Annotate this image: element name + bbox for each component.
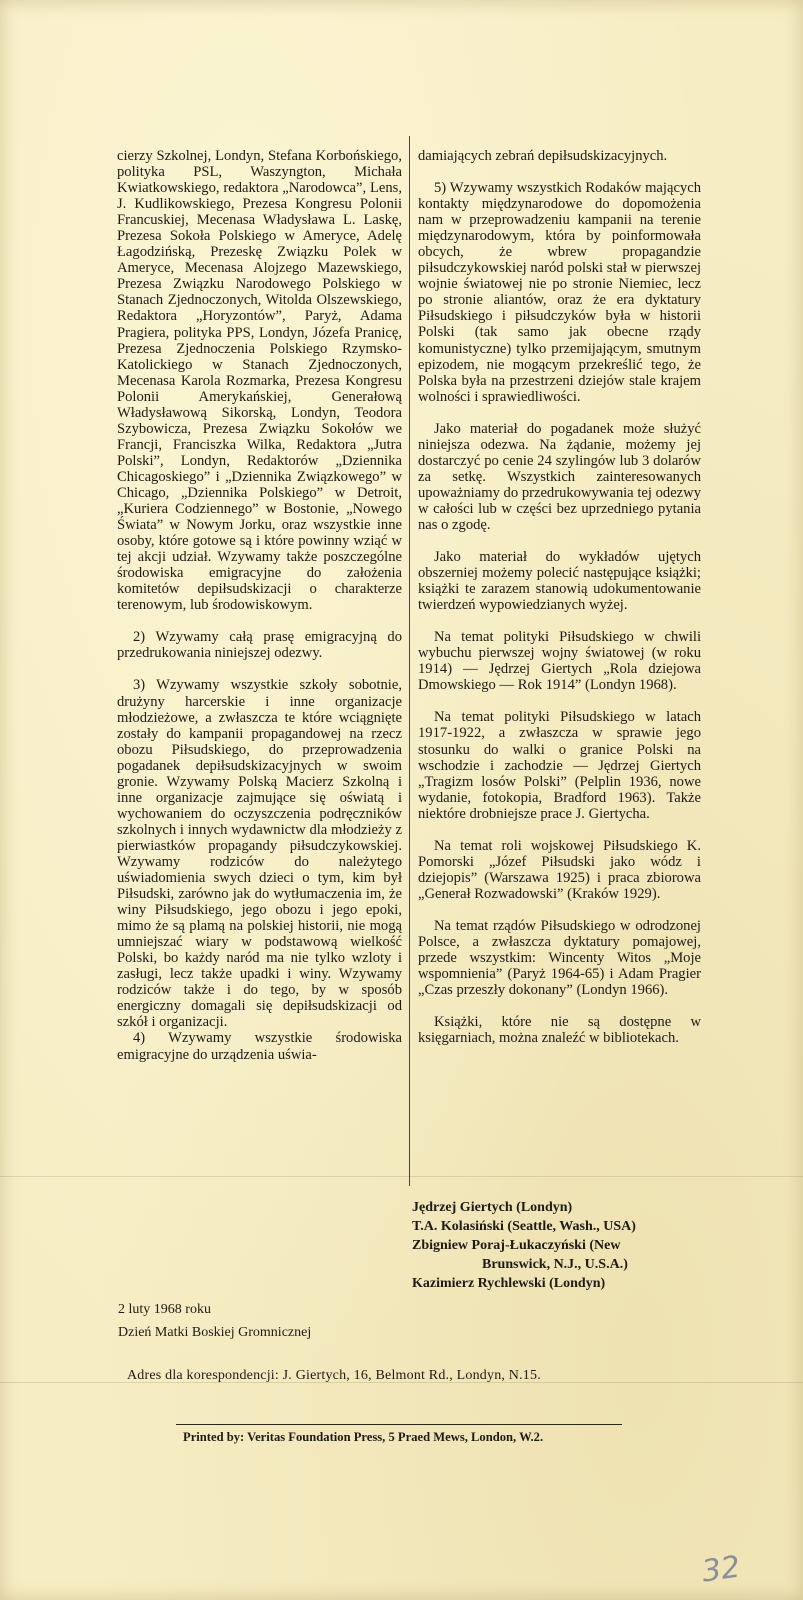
paragraph: Na temat polityki Piłsudskiego w latach 1917-1922, a zwłaszcza w sprawie jego stosunku do walki o granice Polski na wschodzie i zachodzie — Jędrzej Giertych „Tragizm losów Polski” (Pelplin 1936, nowe wydanie, fotokopia, Bradford 1963). Także niektóre drobniejsze prace J. Giertycha.	[418, 709, 701, 822]
right-column	[418, 148, 701, 1046]
paragraph: Na temat polityki Piłsudskiego w chwili wybuchu pierwszej wojny światowej (w roku 1914) — Jędrzej Giertych „Rola dziejowa Dmowskiego — Rok 1914” (Londyn 1968).	[418, 629, 701, 694]
paragraph: Na temat rządów Piłsudskiego w odrodzonej Polsce, a zwłaszcza dyktatury pomajowej, przede wszystkim: Wincenty Witos „Moje wspomnienia” (Paryż 1964-65) i Adam Pragier „Czas przeszły dokonany” (Londyn 1966).	[418, 917, 701, 999]
paragraph: Jako materiał do pogadanek może służyć niniejsza odezwa. Na żądanie, możemy jej dostarczyć po cenie 24 szylingów lub 3 dolarów za setkę. Wszystkich zainteresowanych upoważniamy do przedrukowywania tej odezwy w całości lub w części bez uprzedniego pytania nas o zgodę.	[418, 420, 701, 533]
footer-rule	[176, 1424, 622, 1425]
signatures	[412, 1198, 702, 1293]
handwritten-page-number: 32	[699, 1549, 743, 1590]
paragraph: Książki, które nie są dostępne w księgarniach, można znaleźć w bibliotekach.	[418, 1014, 701, 1047]
signature-line: Brunswick, N.J., U.S.A.)	[482, 1257, 628, 1272]
signature-line: Jędrzej Giertych (Londyn)	[412, 1200, 573, 1215]
printer-imprint: Printed by: Veritas Foundation Press, 5 Praed Mews, London, W.2.	[183, 1430, 544, 1444]
correspondence-address: Adres dla korespondencji: J. Giertych, 16, Belmont Rd., Londyn, N.15.	[127, 1368, 541, 1383]
paragraph: 2) Wzywamy całą prasę emigracyjną do przedrukowania niniejszej odezwy.	[117, 629, 402, 662]
date-line: 2 luty 1968 roku	[118, 1302, 211, 1317]
signature-line: Kazimierz Rychlewski (Londyn)	[412, 1276, 606, 1291]
paragraph: cierzy Szkolnej, Londyn, Stefana Korbońskiego, polityka PSL, Waszyngton, Michała Kwiatkowskiego, redaktora „Narodowca”, Lens, J. Kudlikowskiego, Prezesa Kongresu Polonii Francuskiej, Mecenasa Władysława L. Laskę, Prezesa Sokoła Polskiego w Ameryce, Adelę Łagodzińską, Prezeskę Związku Polek w Ameryce, Mecenasa Alojzego Mazewskiego, Prezesa Związku Narodowego Polskiego w Stanach Zjednoczonych, Witolda Olszewskiego, Redaktora „Horyzontów”, Paryż, Adama Pragiera, polityka PPS, Londyn, Józefa Pranicę, Prezesa Zjednoczenia Polskiego Rzymsko-Katolickiego w Stanach Zjednoczonych, Mecenasa Karola Rozmarka, Prezesa Kongresu Polonii Amerykańskiej, Generałową Władysławową Sikorską, Londyn, Teodora Szybowicza, Prezesa Związku Sokołów we Francji, Franciszka Wilka, Redaktora „Jutra Polski”, Londyn, Redaktorów „Dziennika Chicagoskiego” i „Dziennika Związkowego” w Chicago, „Dziennika Polskiego” w Detroit, „Kuriera Codziennego” w Bostonie, „Nowego Świata” w Nowym Jorku, oraz wszystkie inne osoby, które gotowe są i które powinny wziąć w tej akcji udział. Wzywamy także poszczególne środowiska emigracyjne do założenia komitetów depiłsudskizacji o charakterze terenowym, lub środowiskowym.	[117, 148, 402, 614]
paper-fold	[0, 1176, 803, 1177]
paragraph: 3) Wzywamy wszystkie szkoły sobotnie, drużyny harcerskie i inne organizacje młodzieżowe, a zwłaszcza te które wciągnięte zostały do kampanii propagandowej na rzecz obozu Piłsudskiego, do przeprowadzenia pogadanek depiłsudskizacyjnych w swoim gronie. Wzywamy Polską Macierz Szkolną i inne organizacje zajmujące się oświatą i wychowaniem do oczyszczenia podręczników szkolnych i innych wydawnictw dla młodzieży z pierwiastków propagandy piłsudczykowskiej. Wzywamy rodziców do należytego uświadomienia swych dzieci o tym, kim był Piłsudski, zarówno jak do wytłumaczenia im, że winy Piłsudskiego, jego obozu i jego epoki, mimo że są plamą na polskiej historii, nie mogą umniejszać wiary w podstawową wielkość Polski, bo każdy naród ma nie tylko wzloty i zasługi, lecz także upadki i winy. Wzywamy rodziców także i do tego, by w sposób energiczny domagali się depiłsudskizacji od szkół i organizacji.	[117, 677, 402, 1031]
column-divider	[409, 136, 410, 1186]
signature-line: T.A. Kolasiński (Seattle, Wash., USA)	[412, 1219, 636, 1234]
date-block	[118, 1298, 311, 1344]
left-column	[117, 148, 402, 1063]
feast-line: Dzień Matki Boskiej Gromnicznej	[118, 1325, 312, 1340]
signature-line: Zbigniew Poraj-Łukaczyński (New	[412, 1238, 621, 1253]
paragraph: 4) Wzywamy wszystkie środowiska emigracyjne do urządzenia uświa-	[117, 1030, 402, 1063]
paragraph: Jako materiał do wykładów ujętych obszerniej możemy polecić następujące książki; książki te zarazem stanowią udokumentowanie twierdzeń wypowiedzianych wyżej.	[418, 549, 701, 614]
paragraph: 5) Wzywamy wszystkich Rodaków mających kontakty międzynarodowe do dopomożenia nam w przeprowadzeniu kampanii na terenie międzynarodowym, która by poinformowała obcych, że wbrew propagandzie piłsudczykowskiej naród polski stał w pierwszej wojnie światowej nie po stronie Niemiec, lecz po stronie aliantów, oraz że era dyktatury Piłsudskiego i piłsudczyków była w historii Polski (tak samo jak obecne rządy komunistyczne) tylko przemijającym, smutnym epizodem, nie mogącym przekreślić tego, że Polska była na przestrzeni dziejów stale krajem wolności i sprawiedliwości.	[418, 180, 701, 405]
paragraph: damiających zebrań depiłsudskizacyjnych.	[418, 148, 668, 164]
paragraph: Na temat roli wojskowej Piłsudskiego K. Pomorski „Józef Piłsudski jako wódz i dziejopis” (Warszawa 1925) i praca zbiorowa „Generał Rozwadowski” (Kraków 1929).	[418, 837, 701, 902]
